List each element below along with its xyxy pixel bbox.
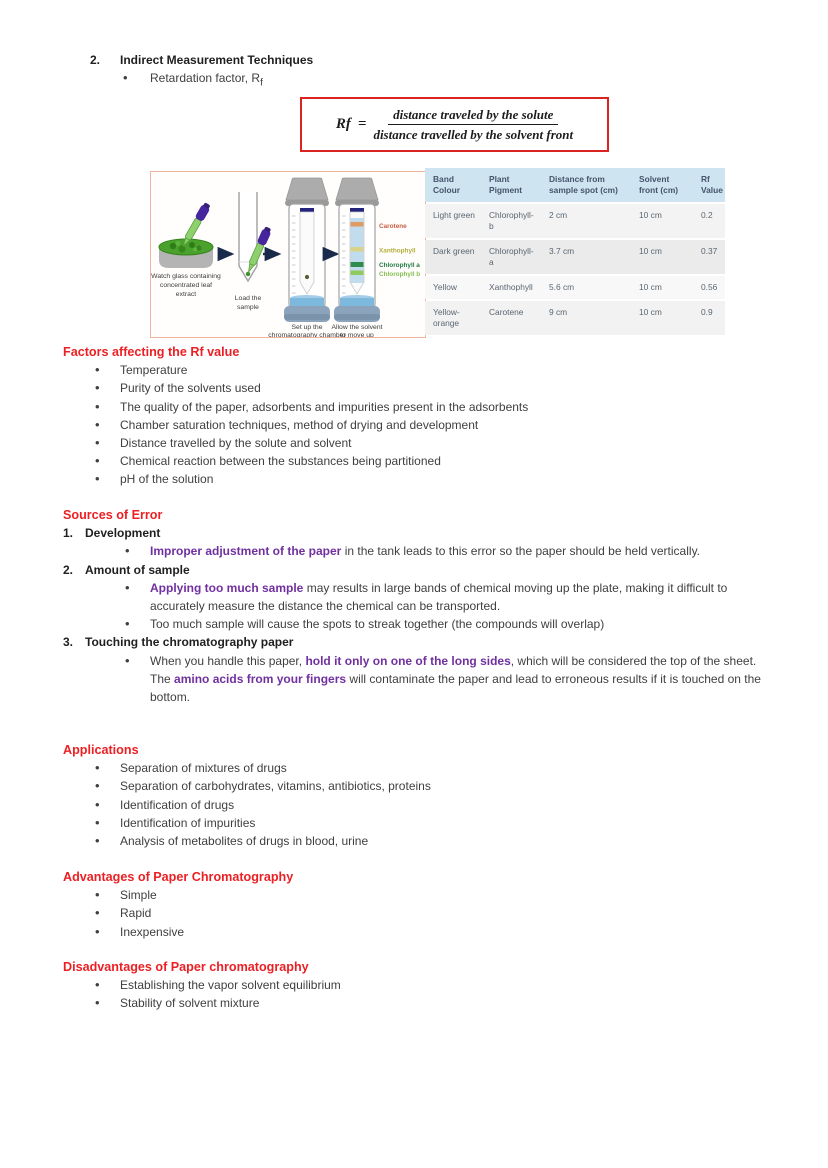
highlight-purple: amino acids from your fingers (174, 671, 347, 686)
formula-fraction (373, 107, 573, 143)
table-cell: 10 cm (639, 210, 662, 220)
table-cell: 0.56 (701, 282, 718, 292)
column-header: Rf Value (701, 174, 723, 195)
table-cell: 9 cm (549, 307, 568, 317)
stage4-label: Allow the solvent (331, 324, 383, 331)
list-item: • Purity of the solvents used (63, 379, 773, 397)
list-item: • Separation of mixtures of drugs (63, 759, 773, 777)
chromatography-procedure-figure (150, 171, 426, 338)
list-item: • Chemical reaction between the substances being partitioned (63, 452, 773, 470)
chlorophyll-a-label: Chlorophyll a (379, 262, 420, 269)
table-cell: 10 cm (639, 282, 662, 292)
item-title: Amount of sample (85, 562, 190, 577)
applications-heading: Applications (63, 743, 139, 757)
column-header: Solvent front (cm) (639, 174, 679, 195)
stage3-label: Set up the (291, 324, 323, 331)
list-item: • Analysis of metabolites of drugs in blood, urine (63, 832, 773, 850)
section-sources-of-error (63, 506, 775, 706)
highlight-purple: hold it only on one of the long sides (305, 653, 511, 668)
table-cell: 0.9 (701, 307, 713, 317)
chromatography-chamber-2 (334, 178, 380, 322)
chromatography-chamber-1 (284, 178, 330, 322)
table-cell: Dark green (433, 246, 475, 256)
formula-denominator: distance travelled by the solvent front (373, 126, 574, 142)
disadvantages-heading: Disadvantages of Paper chromatography (63, 960, 309, 974)
column-header: Distance from sample spot (cm) (549, 174, 618, 195)
table-cell: 10 cm (639, 246, 662, 256)
section-advantages (63, 868, 773, 941)
list-item: • Inexpensive (63, 923, 773, 941)
table-cell: Chlorophyll-a (489, 246, 534, 267)
section-applications (63, 741, 773, 850)
list-item: • pH of the solution (63, 470, 773, 488)
section-disadvantages (63, 958, 773, 1013)
stage1-label: concentrated leaf (159, 282, 213, 289)
list-item: • Too much sample will cause the spots to streak together (the compounds will overlap) (63, 615, 775, 633)
test-tube (239, 192, 257, 281)
stage1-label: Watch glass containing (151, 273, 221, 280)
table-cell: Carotene (489, 307, 524, 317)
table-row (425, 240, 725, 274)
retardation-factor-bullet (90, 69, 750, 93)
chlorophyll-a-band (351, 262, 364, 267)
numbered-item (63, 633, 775, 651)
list-item: • Rapid (63, 904, 773, 922)
chlorophyll-b-band (351, 271, 364, 276)
numbered-item (63, 561, 775, 579)
item-number: 1. (63, 526, 74, 541)
item-text: , which will be considered the top of the sheet. The (150, 653, 757, 686)
table-cell: 0.2 (701, 210, 713, 220)
rf-value-table (425, 168, 725, 335)
carotene-band (351, 222, 364, 227)
xanthophyll-label: Xanthophyll (379, 247, 416, 255)
rf-subscript: f (260, 77, 263, 89)
stage2-label: sample (237, 304, 259, 311)
column-header: Band Colour (433, 174, 460, 195)
table-cell: 3.7 cm (549, 246, 575, 256)
list-item: • Separation of carbohydrates, vitamins, antibiotics, proteins (63, 777, 773, 795)
chlorophyll-b-label: Chlorophyll b (379, 271, 421, 278)
table-cell: Chlorophyll-b (489, 210, 534, 231)
list-item: • Simple (63, 886, 773, 904)
stage2-label: Load the (234, 295, 262, 302)
item-number: 2. (63, 562, 74, 577)
table-header-row (425, 168, 725, 202)
bullet-text: Retardation factor, R (150, 71, 261, 86)
table-cell: 2 cm (549, 210, 568, 220)
item-number: 3. (63, 635, 74, 650)
item-text: will contaminate the paper and lead to erroneous results if it is touched on the bottom. (150, 671, 761, 705)
section-number: 2. (90, 53, 101, 67)
section-title: Indirect Measurement Techniques (120, 53, 314, 67)
item-text: may results in large bands of chemical moving up the plate, making it difficult to accurately measure the distance the chemical can be transported. (150, 580, 728, 614)
column-header: Plant Pigment (489, 174, 523, 195)
table-cell: Xanthophyll (489, 282, 533, 292)
highlight-purple: Improper adjustment of the paper (150, 544, 342, 559)
list-item (63, 542, 775, 560)
table-row (425, 204, 725, 238)
xanthophyll-band (351, 247, 364, 252)
section-factors (63, 343, 773, 489)
table-cell: Light green (433, 210, 475, 220)
figure-svg (151, 172, 425, 337)
list-item: • The quality of the paper, adsorbents and impurities present in the adsorbents (63, 398, 773, 416)
item-text: in the tank leads to this error so the paper should be held vertically. (341, 544, 701, 559)
table-cell: 10 cm (639, 307, 662, 317)
table-cell: Yellow-orange (433, 307, 460, 328)
table-cell: 0.37 (701, 246, 718, 256)
stage1-label: extract (175, 291, 197, 298)
stage3-label: chromatography chamber (268, 332, 346, 337)
list-item: • Distance travelled by the solute and solvent (63, 434, 773, 452)
rf-formula-box (300, 97, 609, 152)
list-item: • Temperature (63, 361, 773, 379)
list-item: • Establishing the vapor solvent equilibrium (63, 976, 773, 994)
list-item: • Chamber saturation techniques, method of drying and development (63, 416, 773, 434)
table-cell: Yellow (433, 282, 457, 292)
carotene-label: Carotene (379, 223, 407, 230)
list-item (63, 579, 775, 615)
list-item: • Identification of impurities (63, 814, 773, 832)
stage4-label: to move up (340, 332, 374, 337)
table-row (425, 276, 725, 299)
factors-heading: Factors affecting the Rf value (63, 345, 240, 359)
numbered-item (63, 524, 775, 542)
highlight-purple: Applying too much sample (150, 580, 304, 595)
list-item: • Identification of drugs (63, 796, 773, 814)
section-heading-row (90, 51, 750, 69)
section-indirect-measurement (90, 51, 750, 93)
item-title: Development (85, 526, 161, 541)
item-text: When you handle this paper, (150, 653, 306, 668)
formula-numerator: distance traveled by the solute (388, 107, 558, 126)
list-item (63, 652, 775, 707)
table-row (425, 301, 725, 335)
formula-equals: = (357, 116, 367, 132)
advantages-heading: Advantages of Paper Chromatography (63, 870, 294, 884)
list-item: • Stability of solvent mixture (63, 994, 773, 1012)
sources-heading: Sources of Error (63, 508, 163, 522)
table-cell: 5.6 cm (549, 282, 575, 292)
item-title: Touching the chromatography paper (85, 635, 294, 650)
formula-lhs: Rf (335, 116, 351, 132)
